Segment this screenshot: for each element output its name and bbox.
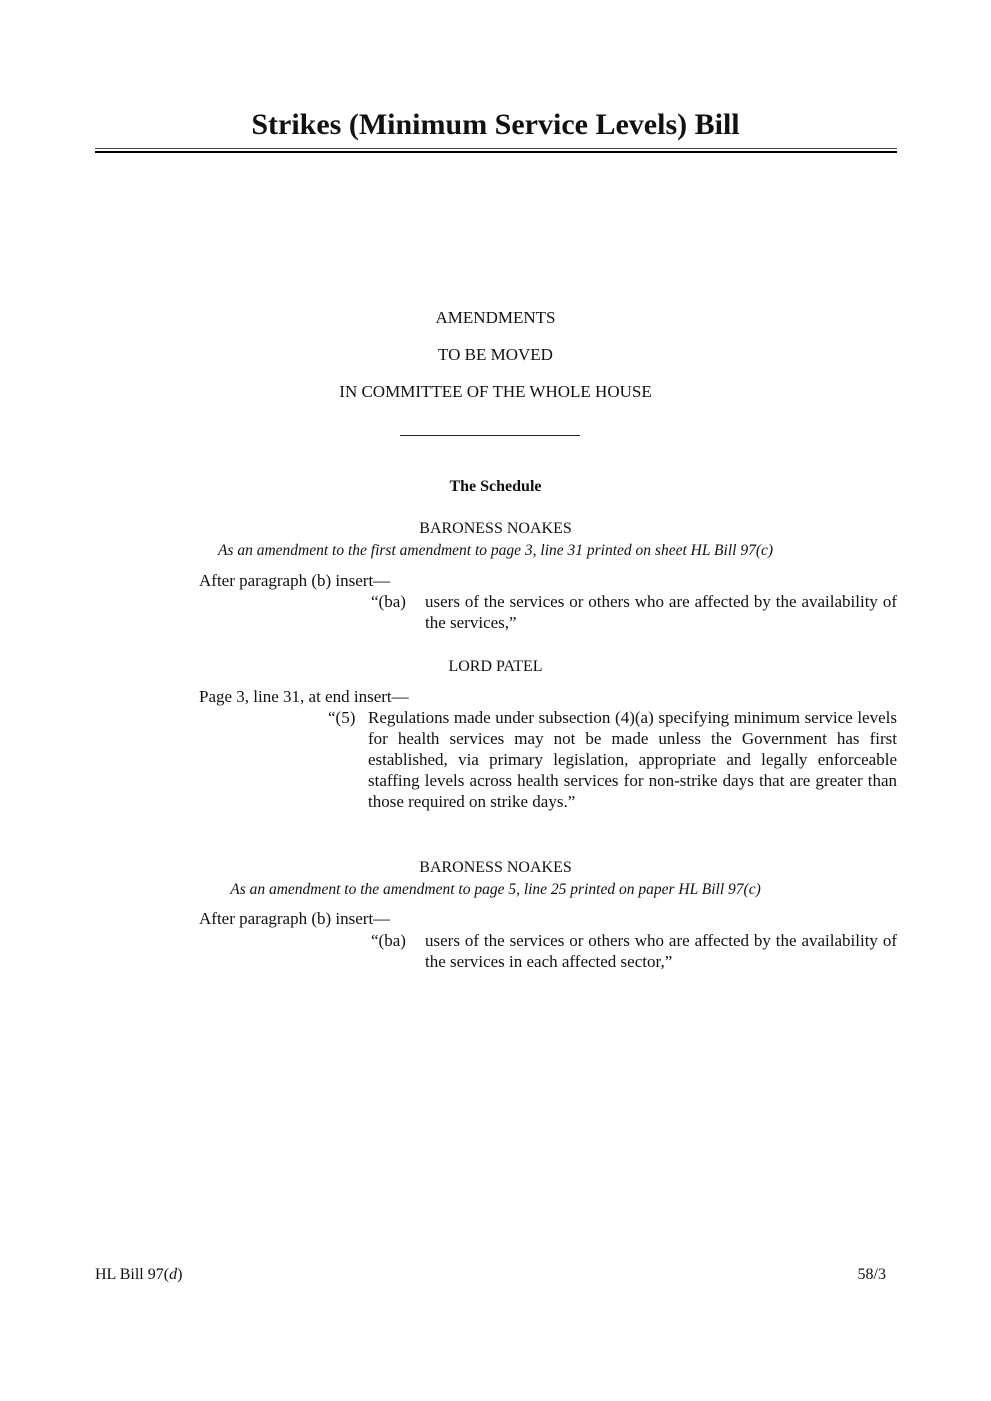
- amendment-instruction: After paragraph (b) insert—: [199, 909, 391, 928]
- amendment-note: As an amendment to the amendment to page 5, line 25 printed on paper HL Bill 97(c): [230, 881, 761, 898]
- mover-name: BARONESS NOAKES: [419, 520, 572, 537]
- page-number: 58/3: [857, 1266, 886, 1283]
- title-rule-thin: [95, 148, 897, 149]
- inserted-text: Regulations made under subsection (4)(a) specifying minimum service levels for health services may not be made unless the Government has first established, via primary legislation, appropriate and legally enforceable staffing levels across health services for non-strike days that are greater than those required on strike days.”: [368, 708, 897, 811]
- heading-line-3: IN COMMITTEE OF THE WHOLE HOUSE: [339, 382, 652, 401]
- amendment-instruction: Page 3, line 31, at end insert—: [199, 687, 409, 706]
- bill-ref-version: d: [169, 1266, 178, 1283]
- inserted-text: users of the services or others who are affected by the availability of the services,”: [425, 592, 897, 632]
- bill-ref-text: HL Bill 97(: [95, 1266, 170, 1283]
- inserted-label: “(ba): [371, 592, 406, 611]
- title-rule-thick: [95, 151, 897, 153]
- heading-line-2: TO BE MOVED: [438, 345, 553, 364]
- bill-title: Strikes (Minimum Service Levels) Bill: [251, 108, 740, 141]
- mover-name: BARONESS NOAKES: [419, 859, 572, 876]
- bill-reference: [95, 1264, 182, 1285]
- section-heading: The Schedule: [449, 478, 542, 495]
- inserted-text: users of the services or others who are affected by the availability of the services in each affected sector,”: [425, 931, 897, 971]
- amendment-note: As an amendment to the first amendment to page 3, line 31 printed on sheet HL Bill 97(c): [217, 542, 774, 559]
- inserted-label: “(ba): [371, 931, 406, 950]
- inserted-label: “(5): [328, 708, 356, 727]
- heading-divider: [400, 435, 580, 436]
- mover-name: LORD PATEL: [448, 658, 543, 675]
- amendment-instruction: After paragraph (b) insert—: [199, 571, 391, 590]
- heading-line-1: AMENDMENTS: [435, 308, 556, 327]
- bill-ref-close: ): [177, 1266, 183, 1283]
